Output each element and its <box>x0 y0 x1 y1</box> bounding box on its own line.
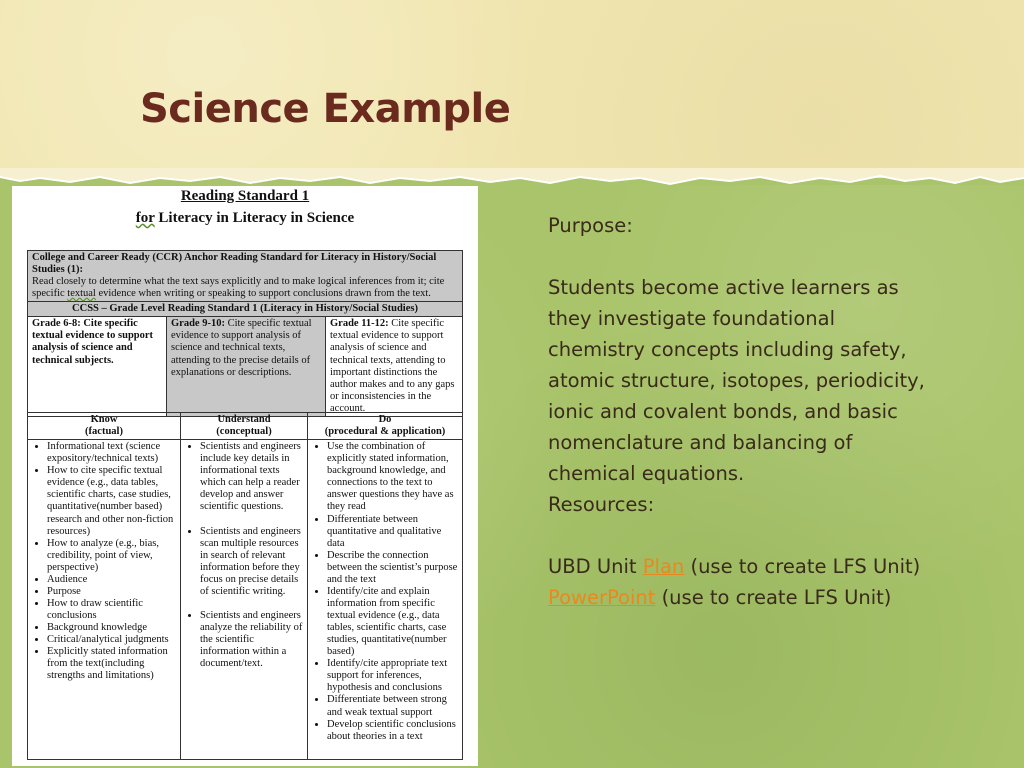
resources-label: Resources: <box>548 493 655 516</box>
slide-title: Science Example <box>140 86 511 132</box>
subtitle-rest: Literacy in Literacy in Science <box>154 210 355 226</box>
document-subtitle <box>12 210 478 227</box>
list-item: • Describe the connection between the scientist’s purpose and the text <box>327 550 459 586</box>
subtitle-for: for <box>135 210 155 226</box>
grade-6-8-cell: Grade 6-8: Cite specific textual evidence to support analysis of science and technical subjects. <box>28 317 167 417</box>
ccss-heading: CCSS – Grade Level Reading Standard 1 (Literacy in History/Social Studies) <box>28 302 463 317</box>
know-list <box>31 441 177 682</box>
list-item: • Develop scientific conclusions about theories in a text <box>327 719 459 743</box>
document-title: Reading Standard 1 <box>180 188 310 204</box>
list-item: • Purpose <box>47 586 177 598</box>
powerpoint-link[interactable]: PowerPoint <box>548 586 656 609</box>
plan-link[interactable]: Plan <box>642 555 685 578</box>
list-item: • Differentiate between quantitative and qualitative data <box>327 514 459 550</box>
list-item: • Informational text (science expository/technical texts) <box>47 441 177 465</box>
reading-standard-document <box>12 186 478 766</box>
grade-9-10-cell: Grade 9-10: Cite specific textual evidence to support analysis of science and technical texts, attending to the precise details of explanations or descriptions. <box>167 317 326 417</box>
understand-list <box>184 441 304 670</box>
ubd-plan-line: UBD Unit Plan (use to create LFS Unit) <box>548 555 921 578</box>
powerpoint-line: PowerPoint (use to create LFS Unit) <box>548 586 892 609</box>
list-item: • Explicitly stated information from the text(including strengths and limitations) <box>47 646 177 682</box>
purpose-label: Purpose: <box>548 214 633 237</box>
list-item: • Background knowledge <box>47 622 177 634</box>
purpose-panel <box>548 210 928 613</box>
do-cell <box>308 440 463 760</box>
know-header: Know (factual) <box>28 413 181 440</box>
list-item: • Use the combination of explicitly stated information, background knowledge, and connections to the text to answer questions they have as they read <box>327 441 459 513</box>
do-header: Do (procedural & application) <box>308 413 463 440</box>
know-understand-do-table <box>27 412 463 760</box>
grade-11-12-cell: Grade 11-12: Cite specific textual evidence to support analysis of science and technical texts, attending to important distinctions the author makes and to any gaps or inconsistencies in the account. <box>326 317 463 417</box>
list-item: • Audience <box>47 574 177 586</box>
list-item: • Identify/cite appropriate text support for inferences, hypothesis and conclusions <box>327 658 459 694</box>
list-item: • Critical/analytical judgments <box>47 634 177 646</box>
understand-header: Understand (conceptual) <box>181 413 308 440</box>
do-list <box>311 441 459 743</box>
ccr-cell <box>28 251 463 302</box>
list-item: • How to cite specific textual evidence (e.g., data tables, scientific charts, case studies, quantitative(number based) research and other non-fiction resources) <box>47 465 177 537</box>
list-item: • Identify/cite and explain information from specific textual evidence (e.g., data tables, scientific charts, case studies, quantitative(number based) <box>327 586 459 658</box>
standards-table <box>27 250 463 417</box>
ccr-heading: College and Career Ready (CCR) Anchor Reading Standard for Literacy in History/Social Studies (1): <box>32 252 437 276</box>
list-item: • Scientists and engineers analyze the reliability of the scientific information within a document/text. <box>200 610 304 670</box>
list-item: • Differentiate between strong and weak textual support <box>327 694 459 718</box>
ccr-text: Read closely to determine what the text says explicitly and to make logical inferences from it; cite specific textual evidence when writing or speaking to support conclusions drawn from the text. <box>32 276 445 300</box>
list-item: • Scientists and engineers scan multiple resources in search of relevant information before they focus on precise details of scientific writing. <box>200 526 304 598</box>
list-item: • How to draw scientific conclusions <box>47 598 177 622</box>
list-item: • Scientists and engineers include key details in informational texts which can help a reader develop and answer scientific questions. <box>200 441 304 513</box>
know-cell <box>28 440 181 760</box>
purpose-text: Students become active learners as they investigate foundational chemistry concepts including safety, atomic structure, isotopes, periodicity, ionic and covalent bonds, and basic nomenclature and balancing of chemical equations. <box>548 276 925 485</box>
understand-cell <box>181 440 308 760</box>
list-item: • How to analyze (e.g., bias, credibility, point of view, perspective) <box>47 538 177 574</box>
